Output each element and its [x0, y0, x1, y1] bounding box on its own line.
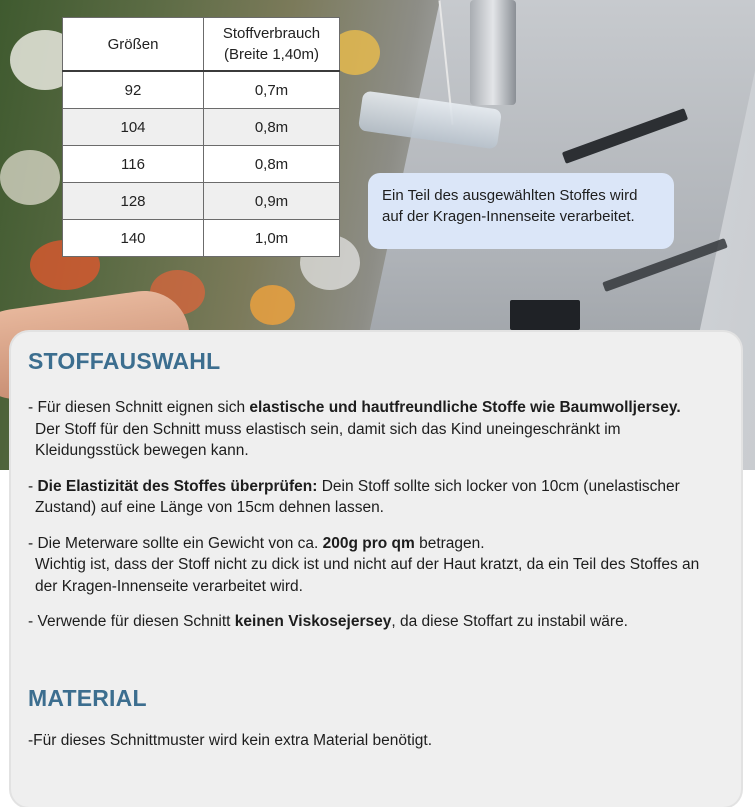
table-row [63, 183, 340, 220]
section-title-material: MATERIAL [28, 684, 147, 711]
table-header-row [63, 18, 340, 72]
fabric-flower [0, 150, 60, 205]
paragraph-material: -Für dieses Schnittmuster wird kein extra Material benötigt. [28, 731, 433, 749]
elasticity-rest: Dein Stoff sollte sich locker von 10cm (unelastischer [317, 477, 680, 495]
consumption-cell: 0,8m [204, 109, 340, 146]
column-header-consumption-line1: Stoffverbrauch [222, 25, 321, 42]
weight-line-2: Wichtig ist, dass der Stoff nicht zu dick ist und nicht auf der Haut kratzt, da ein Teil des Stoffes an [35, 556, 700, 573]
collar-note-callout [368, 173, 674, 249]
elasticity-prefix: - [28, 477, 38, 495]
column-header-consumption [204, 18, 340, 72]
fabric-type-bold: elastische und hautfreundliche Stoffe wie Baumwolljersey. [249, 399, 681, 416]
column-header-consumption-line2: (Breite 1,40m) [223, 46, 320, 63]
consumption-cell: 0,9m [204, 183, 340, 220]
paragraph-viscose [28, 611, 724, 633]
callout-line-2: auf der Kragen-Innenseite verarbeitet. [382, 208, 635, 225]
viscose-rest: , da diese Stoffart zu instabil wäre. [391, 613, 628, 630]
fabric-type-line-3: Kleidungsstück bewegen kann. [35, 442, 249, 459]
table-row [63, 71, 340, 109]
weight-rest: betragen. [414, 534, 485, 552]
paragraph-weight [28, 533, 724, 598]
weight-line-3: der Kragen-Innenseite verarbeitet wird. [35, 577, 303, 595]
elasticity-line-2: Zustand) auf eine Länge von 15cm dehnen lassen. [35, 499, 384, 516]
paragraph-elasticity [28, 476, 724, 519]
size-cell: 116 [63, 146, 204, 183]
size-cell: 140 [63, 220, 204, 257]
fabric-type-prefix: - Für diesen Schnitt eignen sich [28, 399, 250, 416]
size-cell: 128 [63, 183, 204, 220]
consumption-cell: 0,7m [204, 71, 340, 109]
needle-bar [470, 0, 516, 105]
fabric-flower [250, 285, 295, 325]
feed-dog-slot [510, 300, 580, 330]
fabric-consumption-table [62, 17, 340, 257]
size-cell: 104 [63, 109, 204, 146]
consumption-cell: 0,8m [204, 146, 340, 183]
table-row [63, 146, 340, 183]
elasticity-bold: Die Elastizität des Stoffes überprüfen: [37, 477, 318, 495]
viscose-bold: keinen Viskosejersey [234, 613, 392, 630]
weight-bold: 200g pro qm [322, 534, 415, 552]
fabric-type-line-2: Der Stoff für den Schnitt muss elastisch sein, damit sich das Kind uneingeschränkt im [35, 420, 621, 438]
paragraph-fabric-type [28, 397, 724, 462]
section-title-stoffauswahl: STOFFAUSWAHL [28, 348, 221, 374]
consumption-cell: 1,0m [204, 220, 340, 257]
table-row [63, 220, 340, 257]
callout-line-1: Ein Teil des ausgewählten Stoffes wird [382, 187, 638, 204]
size-cell: 92 [63, 71, 204, 109]
viscose-prefix: - Verwende für diesen Schnitt [28, 613, 235, 630]
column-header-size: Größen [63, 18, 204, 72]
weight-prefix: - Die Meterware sollte ein Gewicht von ca. [28, 534, 323, 552]
table-row [63, 109, 340, 146]
info-panel [11, 332, 741, 807]
